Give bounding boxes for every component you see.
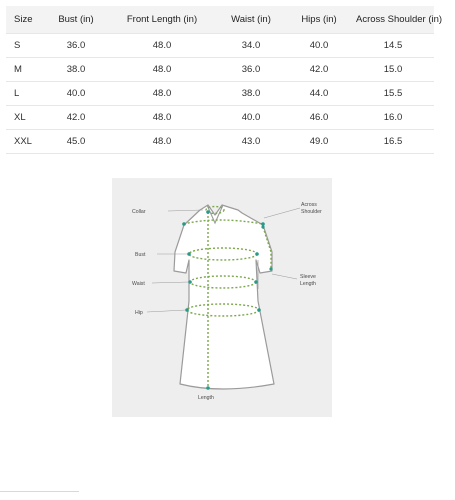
across-shoulder-label-line1: Across bbox=[301, 202, 317, 208]
bust-cell: 42.0 bbox=[66, 112, 86, 123]
header-front-length: Front Length (in) bbox=[108, 6, 216, 34]
header-bust: Bust (in) bbox=[44, 6, 108, 34]
bottom-divider bbox=[0, 491, 79, 492]
front-length-cell: 48.0 bbox=[152, 136, 172, 147]
length-top-bead bbox=[206, 210, 210, 214]
table-row bbox=[6, 130, 434, 154]
across-shoulder-cell: 16.0 bbox=[383, 112, 403, 123]
bust-cell: 38.0 bbox=[66, 64, 86, 75]
header-waist: Waist (in) bbox=[216, 6, 286, 34]
bust-cell: 45.0 bbox=[66, 136, 86, 147]
size-chart-table bbox=[6, 6, 443, 154]
length-label: Length bbox=[198, 395, 214, 401]
table-row bbox=[6, 82, 434, 106]
hips-cell: 40.0 bbox=[309, 40, 329, 51]
front-length-cell: 48.0 bbox=[152, 88, 172, 99]
size-cell: L bbox=[14, 88, 20, 99]
across-shoulder-cell: 14.5 bbox=[383, 40, 403, 51]
size-cell: S bbox=[14, 40, 21, 51]
bust-cell: 36.0 bbox=[66, 40, 86, 51]
hips-cell: 49.0 bbox=[309, 136, 329, 147]
across-shoulder-right-bead bbox=[261, 222, 265, 226]
waist-cell: 34.0 bbox=[241, 40, 261, 51]
bust-right-bead bbox=[255, 252, 259, 256]
across-shoulder-cell: 16.5 bbox=[383, 136, 403, 147]
size-cell: XXL bbox=[14, 136, 32, 147]
size-chart-body bbox=[6, 34, 434, 154]
collar-label: Collar bbox=[132, 209, 146, 215]
hips-cell: 46.0 bbox=[309, 112, 329, 123]
hip-right-bead bbox=[257, 308, 261, 312]
waist-cell: 36.0 bbox=[241, 64, 261, 75]
front-length-cell: 48.0 bbox=[152, 64, 172, 75]
waist-label: Waist bbox=[132, 281, 145, 287]
waist-cell: 38.0 bbox=[241, 88, 261, 99]
hips-cell: 42.0 bbox=[309, 64, 329, 75]
size-cell: XL bbox=[14, 112, 26, 123]
header-size: Size bbox=[6, 6, 44, 34]
dress-measurement-diagram bbox=[112, 178, 332, 417]
hips-cell: 44.0 bbox=[309, 88, 329, 99]
sleeve-bottom-bead bbox=[269, 267, 272, 270]
across-shoulder-left-bead bbox=[182, 222, 186, 226]
sleeve-length-label-line1: Sleeve bbox=[300, 274, 316, 280]
table-row bbox=[6, 34, 434, 58]
hip-label: Hip bbox=[135, 310, 143, 316]
sleeve-length-label-line2: Length bbox=[300, 281, 316, 287]
waist-right-bead bbox=[254, 280, 258, 284]
header-across-shoulder: Across Shoulder (in) bbox=[352, 6, 434, 34]
header-row bbox=[6, 6, 434, 34]
size-cell: M bbox=[14, 64, 22, 75]
waist-cell: 40.0 bbox=[241, 112, 261, 123]
bust-cell: 40.0 bbox=[66, 88, 86, 99]
size-chart-header bbox=[6, 6, 443, 34]
across-shoulder-cell: 15.0 bbox=[383, 64, 403, 75]
waist-cell: 43.0 bbox=[241, 136, 261, 147]
table-row bbox=[6, 58, 434, 82]
front-length-cell: 48.0 bbox=[152, 112, 172, 123]
across-shoulder-label-line2: Shoulder bbox=[301, 209, 322, 215]
length-bottom-bead bbox=[206, 386, 210, 390]
table-row bbox=[6, 106, 434, 130]
bust-label: Bust bbox=[135, 252, 146, 258]
across-shoulder-cell: 15.5 bbox=[383, 88, 403, 99]
front-length-cell: 48.0 bbox=[152, 40, 172, 51]
header-hips: Hips (in) bbox=[286, 6, 352, 34]
sleeve-top-bead bbox=[261, 225, 264, 228]
